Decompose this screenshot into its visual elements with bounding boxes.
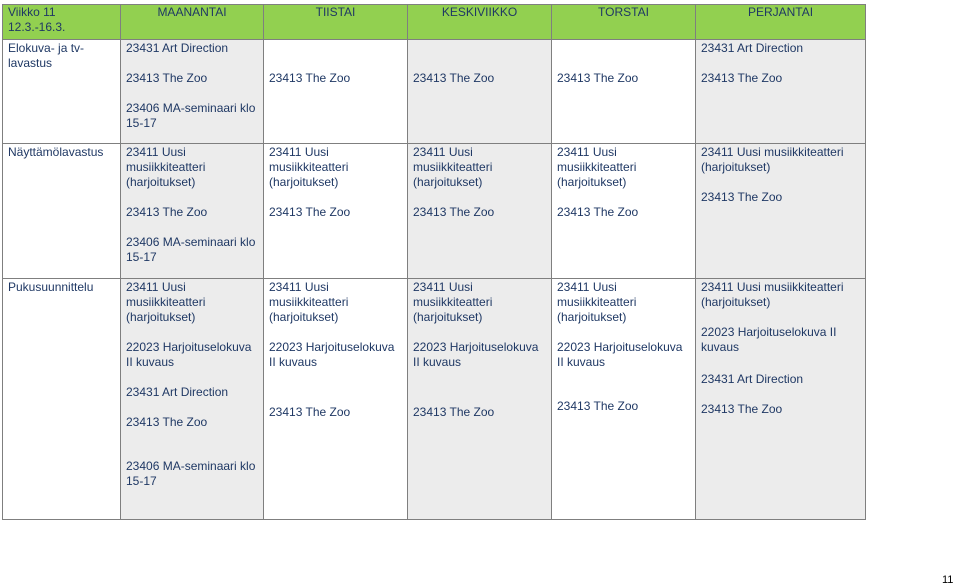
day-header-tuesday: TIISTAI bbox=[264, 5, 408, 40]
schedule-cell bbox=[264, 144, 408, 279]
course-entry: 23413 The Zoo bbox=[701, 402, 783, 416]
course-entry: 23431 Art Direction bbox=[126, 385, 229, 399]
schedule-cell bbox=[121, 40, 264, 144]
schedule-cell bbox=[121, 279, 264, 520]
course-entry: 23411 Uusi musiikkiteatteri (harjoitukset) bbox=[269, 145, 349, 189]
course-entry: 23413 The Zoo bbox=[126, 205, 208, 219]
row-label: Elokuva- ja tv-lavastus bbox=[3, 40, 121, 144]
row-label: Pukusuunnittelu bbox=[3, 279, 121, 520]
course-entry: 23411 Uusi musiikkiteatteri (harjoitukset) bbox=[126, 145, 206, 189]
course-entry: 23413 The Zoo bbox=[413, 205, 495, 219]
schedule-cell bbox=[696, 144, 866, 279]
course-entry: 22023 Harjoituselokuva II kuvaus bbox=[701, 325, 837, 354]
course-entry: 23431 Art Direction bbox=[701, 41, 804, 55]
course-entry: 23411 Uusi musiikkiteatteri (harjoitukset) bbox=[269, 280, 349, 324]
schedule-cell bbox=[408, 144, 552, 279]
schedule-cell bbox=[552, 144, 696, 279]
course-entry: 23431 Art Direction bbox=[126, 41, 229, 55]
week-cell bbox=[3, 5, 121, 40]
course-entry: 23413 The Zoo bbox=[126, 71, 208, 85]
schedule-table bbox=[2, 4, 866, 520]
schedule-cell bbox=[408, 40, 552, 144]
schedule-cell bbox=[264, 279, 408, 520]
course-entry: 23413 The Zoo bbox=[557, 399, 639, 413]
course-entry: 23411 Uusi musiikkiteatteri (harjoitukset) bbox=[126, 280, 206, 324]
course-entry: 23411 Uusi musiikkiteatteri (harjoitukset) bbox=[701, 280, 844, 309]
schedule-cell bbox=[696, 40, 866, 144]
course-entry: 23413 The Zoo bbox=[701, 71, 783, 85]
week-number: Viikko 11 bbox=[8, 5, 56, 19]
week-dates: 12.3.-16.3. bbox=[8, 20, 66, 34]
course-entry: 23411 Uusi musiikkiteatteri (harjoitukset) bbox=[701, 145, 844, 174]
course-entry: 23413 The Zoo bbox=[126, 415, 208, 429]
schedule-cell bbox=[552, 40, 696, 144]
schedule-cell bbox=[408, 279, 552, 520]
course-entry: 23406 MA-seminaari klo 15-17 bbox=[126, 235, 256, 264]
table-row bbox=[3, 279, 866, 520]
page-number: 11 bbox=[942, 574, 954, 586]
table-row bbox=[3, 144, 866, 279]
table-row bbox=[3, 40, 866, 144]
day-header-monday: MAANANTAI bbox=[121, 5, 264, 40]
course-entry: 22023 Harjoituselokuva II kuvaus bbox=[126, 340, 252, 369]
schedule-cell bbox=[696, 279, 866, 520]
course-entry: 23431 Art Direction bbox=[701, 372, 804, 386]
course-entry: 23411 Uusi musiikkiteatteri (harjoitukset) bbox=[557, 280, 637, 324]
day-header-friday: PERJANTAI bbox=[696, 5, 866, 40]
day-header-wednesday: KESKIVIIKKO bbox=[408, 5, 552, 40]
header-row bbox=[3, 5, 866, 40]
course-entry: 23413 The Zoo bbox=[557, 71, 639, 85]
course-entry: 23406 MA-seminaari klo 15-17 bbox=[126, 459, 256, 488]
course-entry: 23413 The Zoo bbox=[269, 205, 351, 219]
course-entry: 23413 The Zoo bbox=[269, 405, 351, 419]
course-entry: 23411 Uusi musiikkiteatteri (harjoitukset) bbox=[413, 145, 493, 189]
schedule-cell bbox=[264, 40, 408, 144]
schedule-cell bbox=[121, 144, 264, 279]
course-entry: 23406 MA-seminaari klo 15-17 bbox=[126, 101, 256, 130]
course-entry: 23413 The Zoo bbox=[269, 71, 351, 85]
course-entry: 23413 The Zoo bbox=[413, 405, 495, 419]
course-entry: 23413 The Zoo bbox=[557, 205, 639, 219]
row-label: Näyttämölavastus bbox=[3, 144, 121, 279]
course-entry: 22023 Harjoituselokuva II kuvaus bbox=[557, 340, 683, 369]
course-entry: 23413 The Zoo bbox=[413, 71, 495, 85]
course-entry: 23411 Uusi musiikkiteatteri (harjoitukset) bbox=[413, 280, 493, 324]
course-entry: 23411 Uusi musiikkiteatteri (harjoitukset) bbox=[557, 145, 637, 189]
course-entry: 22023 Harjoituselokuva II kuvaus bbox=[413, 340, 539, 369]
course-entry: 23413 The Zoo bbox=[701, 190, 783, 204]
schedule-cell bbox=[552, 279, 696, 520]
course-entry: 22023 Harjoituselokuva II kuvaus bbox=[269, 340, 395, 369]
day-header-thursday: TORSTAI bbox=[552, 5, 696, 40]
